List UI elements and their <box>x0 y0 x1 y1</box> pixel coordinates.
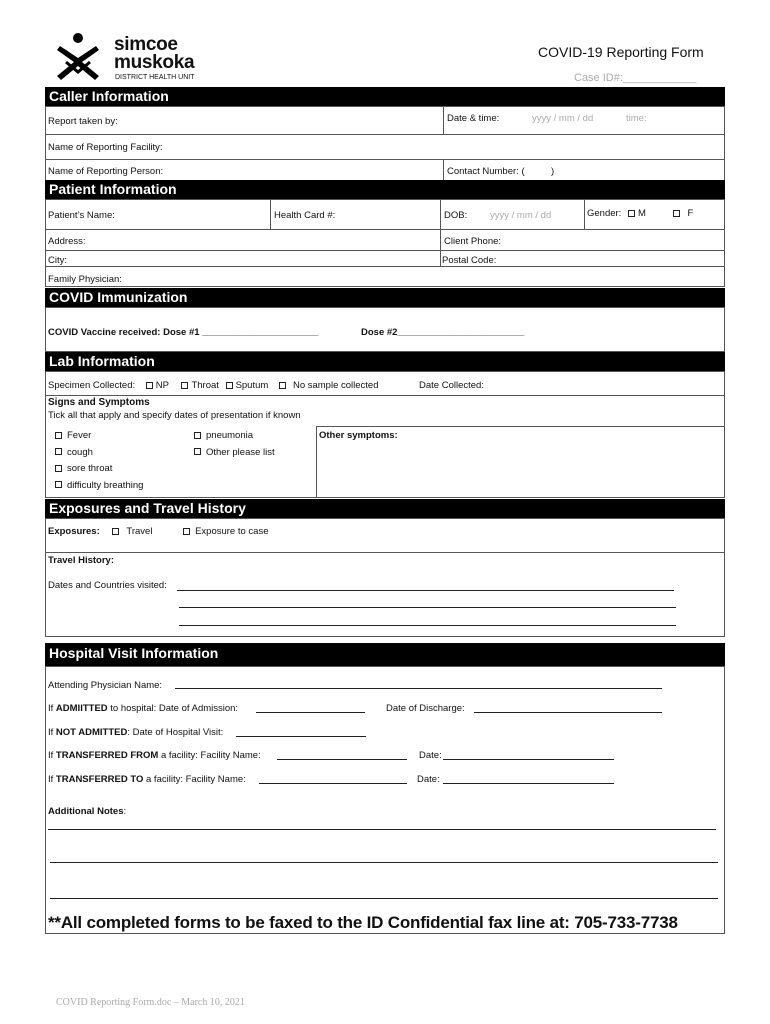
specimen-label: Specimen Collected: <box>48 380 136 391</box>
signs-symptoms-title: Signs and Symptoms <box>48 397 150 408</box>
np-label: NP <box>155 380 169 391</box>
np-checkbox[interactable] <box>146 382 153 389</box>
notes-line-2[interactable] <box>50 862 718 863</box>
no-sample-label: No sample collected <box>292 380 379 391</box>
sputum-label: Sputum <box>235 380 269 391</box>
fax-instruction: **All completed forms to be faxed to the ID Confidential fax line at: 705-733-7738 <box>48 913 678 932</box>
gender-m-checkbox[interactable] <box>628 210 635 217</box>
exposures-row <box>48 526 268 537</box>
travel-line-2[interactable] <box>179 607 676 608</box>
symptom-checkbox[interactable] <box>55 448 62 455</box>
specimen-collected-row <box>48 380 379 391</box>
gender-text: Gender: <box>587 208 622 219</box>
symptom-item <box>194 447 275 458</box>
transferred-to-label: If TRANSFERRED TO a facility: Facility Name: <box>48 774 246 785</box>
transferred-to-facility-line[interactable] <box>259 783 407 784</box>
not-admitted-label: If NOT ADMITTED: Date of Hospital Visit: <box>48 727 224 738</box>
dob-field[interactable]: yyyy / mm / dd <box>490 210 552 221</box>
patient-information-header: Patient Information <box>45 180 725 199</box>
other-symptoms-label: Other symptoms: <box>319 430 398 441</box>
travel-line-3[interactable] <box>179 625 676 626</box>
patient-name-label: Patient’s Name: <box>48 210 115 221</box>
transferred-from-facility-line[interactable] <box>277 759 407 760</box>
postal-code-label: Postal Code: <box>442 255 497 266</box>
transferred-from-date-label: Date: <box>419 750 442 761</box>
no-sample-checkbox[interactable] <box>279 382 286 389</box>
gender-label <box>587 208 693 219</box>
hospital-visit-header: Hospital Visit Information <box>45 643 725 666</box>
report-taken-by-label: Report taken by: <box>48 116 118 127</box>
travel-checkbox[interactable] <box>112 528 119 535</box>
discharge-label: Date of Discharge: <box>386 703 465 714</box>
symptom-item <box>55 447 93 458</box>
travel-line-1[interactable] <box>177 590 674 591</box>
form-title: COVID-19 Reporting Form <box>538 44 704 60</box>
discharge-date-line[interactable] <box>474 712 662 713</box>
contact-number-label: Contact Number: ( ) <box>447 166 555 177</box>
transferred-to-date-line[interactable] <box>443 783 614 784</box>
reporting-facility-label: Name of Reporting Facility: <box>48 142 163 153</box>
symptom-label: pneumonia <box>206 430 254 441</box>
symptom-item <box>55 463 112 474</box>
throat-label: Throat <box>191 380 219 391</box>
dose-2-label: Dose #2________________________ <box>361 327 525 338</box>
symptom-label: difficulty breathing <box>67 479 144 491</box>
hospital-visit-date-line[interactable] <box>236 736 366 737</box>
transferred-to-date-label: Date: <box>417 774 440 785</box>
case-id[interactable]: Case ID#:____________ <box>574 72 697 84</box>
symptom-checkbox[interactable] <box>55 481 62 488</box>
symptom-item <box>55 430 91 441</box>
dose-1-label: COVID Vaccine received: Dose #1 ______________________ <box>48 327 319 338</box>
reporting-person-label: Name of Reporting Person: <box>48 166 164 177</box>
gender-m-label: M <box>637 208 646 219</box>
city-label: City: <box>48 255 67 266</box>
notes-line-1[interactable] <box>48 829 716 830</box>
exposure-to-case-checkbox[interactable] <box>183 528 190 535</box>
symptom-label: Fever <box>67 430 92 441</box>
gender-f-label: F <box>687 208 694 219</box>
notes-line-3[interactable] <box>50 898 718 899</box>
address-label: Address: <box>48 236 86 247</box>
travel-label: Travel <box>126 526 153 537</box>
exposures-label: Exposures: <box>48 526 100 537</box>
symptom-label: cough <box>67 446 93 458</box>
travel-history-label: Travel History: <box>48 555 114 566</box>
symptom-label: Other please list <box>206 446 275 458</box>
health-card-label: Health Card #: <box>274 210 336 221</box>
logo-line-2: muskoka <box>114 52 195 73</box>
date-time-label: Date & time: <box>447 113 500 124</box>
admitted-label: If ADMIITTED to hospital: Date of Admission: <box>48 703 239 714</box>
date-field[interactable]: yyyy / mm / dd <box>532 113 594 124</box>
logo-line-1: simcoe <box>114 34 178 55</box>
logo <box>52 32 212 84</box>
client-phone-label: Client Phone: <box>444 236 502 247</box>
family-physician-label: Family Physician: <box>48 274 122 285</box>
symptom-item <box>194 430 253 441</box>
symptom-item <box>55 480 143 491</box>
dates-countries-label: Dates and Countries visited: <box>48 580 167 591</box>
caller-information-header: Caller Information <box>45 87 725 106</box>
admission-date-line[interactable] <box>256 712 365 713</box>
transferred-from-label: If TRANSFERRED FROM a facility: Facility Name: <box>48 750 261 761</box>
covid-immunization-header: COVID Immunization <box>45 288 725 307</box>
attending-physician-line[interactable] <box>175 688 662 689</box>
symptom-checkbox[interactable] <box>194 448 201 455</box>
symptom-label: sore throat <box>67 463 113 474</box>
additional-notes-label: Additional Notes: <box>48 806 127 817</box>
symptom-checkbox[interactable] <box>55 432 62 439</box>
transferred-from-date-line[interactable] <box>443 759 614 760</box>
gender-f-checkbox[interactable] <box>673 210 680 217</box>
exposure-to-case-label: Exposure to case <box>195 526 269 537</box>
attending-physician-label: Attending Physician Name: <box>48 680 163 691</box>
sputum-checkbox[interactable] <box>226 382 233 389</box>
time-field[interactable]: time: <box>626 113 647 124</box>
logo-line-3: DISTRICT HEALTH UNIT <box>115 74 195 81</box>
throat-checkbox[interactable] <box>181 382 188 389</box>
exposures-header: Exposures and Travel History <box>45 499 725 518</box>
lab-information-header: Lab Information <box>45 352 725 371</box>
symptom-checkbox[interactable] <box>194 432 201 439</box>
dob-label: DOB: <box>444 210 468 221</box>
logo-mark-icon <box>52 32 104 84</box>
signs-symptoms-subtitle: Tick all that apply and specify dates of presentation if known <box>48 410 301 421</box>
date-collected-label: Date Collected: <box>419 380 484 391</box>
symptom-checkbox[interactable] <box>55 465 62 472</box>
footer-text: COVID Reporting Form.doc – March 10, 2021 <box>56 997 245 1008</box>
